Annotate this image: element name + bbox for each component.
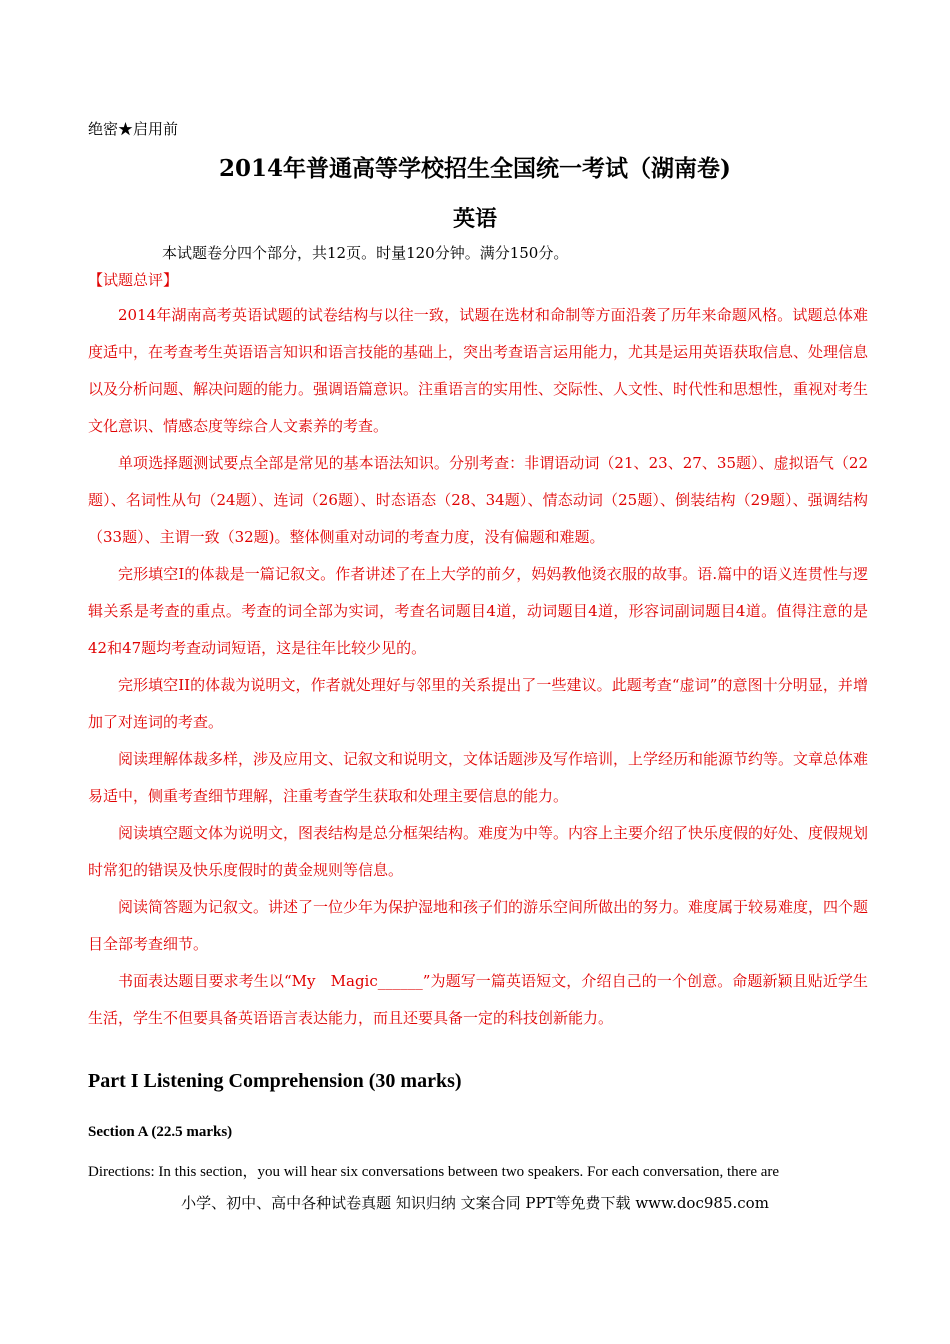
review-paragraph: 完形填空II的体裁为说明文，作者就处理好与邻里的关系提出了一些建议。此题考查“虚词”的意图十分明显，并增加了对连词的考查。 xyxy=(88,676,868,731)
subject-title: 英语 xyxy=(452,206,497,232)
review-paragraph: 阅读简答题为记叙文。讲述了一位少年为保护湿地和孩子们的游乐空间所做出的努力。难度属于较易难度，四个题目全部考查细节。 xyxy=(88,898,869,953)
review-paragraph: 阅读理解体裁多样，涉及应用文、记叙文和说明文，文体话题涉及写作培训，上学经历和能源节约等。文章总体难易适中，侧重考查细节理解，注重考查学生获取和处理主要信息的能力。 xyxy=(88,750,869,805)
review-paragraph: 单项选择题测试要点全部是常见的基本语法知识。分别考查：非谓语动词（21、23、27、35题）、虚拟语气（22题）、名词性从句（24题）、连词（26题）、时态语态（28、34题）、情态动词（25题）、倒装结构（29题）、强调结构（33题）、主谓一致（32题)。整体侧重对动词的考查力度，没有偏题和难题。 xyxy=(88,454,868,546)
part1-heading: Part I Listening Comprehension (30 marks) xyxy=(88,1070,462,1092)
section-a-heading: Section A (22.5 marks) xyxy=(88,1124,233,1140)
exam-intro: 本试题卷分四个部分，共12页。时量120分钟。满分150分。 xyxy=(162,244,569,262)
review-heading: 【试题总评】 xyxy=(88,271,179,289)
review-paragraph: 完形填空I的体裁是一篇记叙文。作者讲述了在上大学的前夕，妈妈教他烫衣服的故事。语.篇中的语义连贯性与逻辑关系是考查的重点。考查的词全部为实词，考查名词题目4道，动词题目4道，形容词副词题目4道。值得注意的是42和47题均考查动词短语，这是往年比较少见的。 xyxy=(88,565,868,657)
directions-text: Directions: In this section，you will hear six conversations between two speakers. For each conversation, there are xyxy=(88,1164,780,1180)
review-section xyxy=(88,297,868,1037)
review-paragraph: 书面表达题目要求考生以“My Magic______”为题写一篇英语短文，介绍自己的一个创意。命题新颖且贴近学生生活，学生不但要具备英语语言表达能力，而且还要具备一定的科技创新能力。 xyxy=(88,972,868,1027)
review-paragraph: 2014年湖南高考英语试题的试卷结构与以往一致，试题在选材和命制等方面沿袭了历年来命题风格。试题总体难度适中，在考查考生英语语言知识和语言技能的基础上，突出考查语言运用能力，尤其是运用英语获取信息、处理信息以及分析问题、解决问题的能力。强调语篇意识。注重语言的实用性、交际性、人文性、时代性和思想性，重视对考生文化意识、情感态度等综合人文素养的考查。 xyxy=(88,306,869,435)
secret-mark: 绝密★启用前 xyxy=(88,120,179,138)
review-paragraph: 阅读填空题文体为说明文，图表结构是总分框架结构。难度为中等。内容上主要介绍了快乐度假的好处、度假规划时常犯的错误及快乐度假时的黄金规则等信息。 xyxy=(88,824,869,879)
page-footer: 小学、初中、高中各种试卷真题 知识归纳 文案合同 PPT等免费下载 www.doc985.com xyxy=(181,1194,769,1212)
exam-title: 2014年普通高等学校招生全国统一考试（湖南卷) xyxy=(219,155,731,182)
